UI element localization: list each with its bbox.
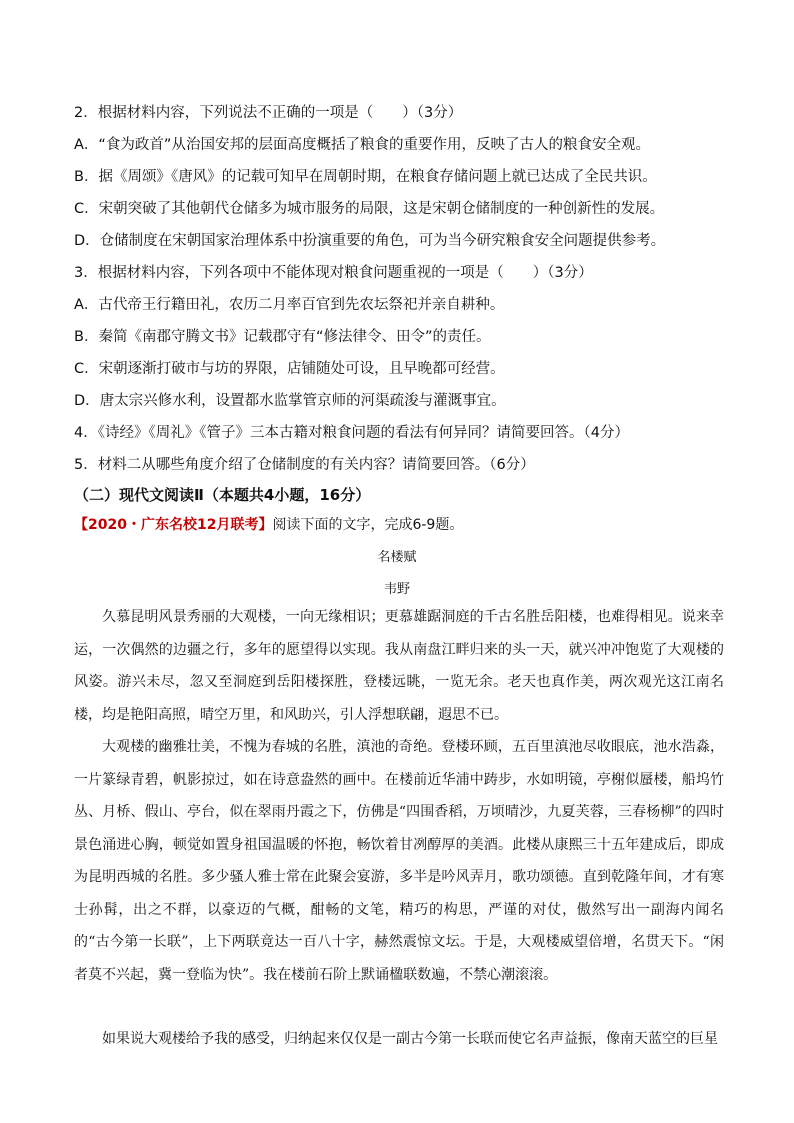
article-author: 韦野 (383, 582, 410, 597)
article-paragraph-1: 久慕昆明风景秀丽的大观楼，一向无缘相识；更慕雄踞洞庭的千古名胜岳阳楼，也难得相见。说来幸运，一次偶然的边疆之行，多年的愿望得以实现。我从南盘江畔归来的头一天，就兴冲冲饱览了大观楼的风姿。游兴未尽，忽又至洞庭到岳阳楼探胜，登楼远眺，一览无余。老天也真作美，两次观光这江南名楼，均是艳阳高照，晴空万里，和风助兴，引人浮想联翩，遐思不已。 (74, 609, 724, 723)
question-2-option-c: C．宋朝突破了其他朝代仓储多为城市服务的局限，这是宋朝仓储制度的一种创新性的发展。 (74, 201, 665, 217)
article-title: 名楼赋 (377, 550, 417, 565)
source-line (74, 514, 463, 534)
question-3-option-d: D．唐太宗兴修水利，设置都水监掌管京师的河渠疏浚与灌溉事宜。 (74, 393, 506, 409)
question-5: 5．材料二从哪些角度介绍了仓储制度的有关内容？请简要回答。（6分） (74, 457, 535, 473)
source-tag: 【2020・广东名校12月联考】 (74, 517, 273, 533)
question-2-option-b: B．据《周颂》《唐风》的记载可知早在周朝时期，在粮食存储问题上就已达成了全民共识。 (74, 169, 657, 185)
question-3-option-c: C．宋朝逐渐打破市与坊的界限，店铺随处可设，且早晚都可经营。 (74, 361, 505, 377)
source-instruction: 阅读下面的文字，完成6-9题。 (272, 517, 464, 533)
question-2-option-d: D．仓储制度在宋朝国家治理体系中扮演重要的角色，可为当今研究粮食安全问题提供参考。 (74, 233, 666, 249)
article-paragraph-2: 大观楼的幽雅壮美，不愧为春城的名胜，滇池的奇绝。登楼环顾，五百里滇池尽收眼底，池水浩淼，一片篆绿青碧，帆影掠过，如在诗意盎然的画中。在楼前近华浦中踌步，水如明镜，亭榭似蜃楼，船坞竹丛、月桥、假山、亭台，似在翠雨丹霞之下，仿佛是“四围香稻，万顷晴沙，九夏芙蓉，三春杨柳”的四时景色涌进心胸，顿觉如置身祖国温暖的怀抱，畅饮着甘冽醇厚的美酒。此楼从康熙三十五年建成后，即成为昆明西城的名胜。多少骚人雅士常在此聚会宴游，多半是吟风弄月，歌功颂德。直到乾隆年间，才有寒士孙髯，出之不群，以豪迈的气概，酣畅的文笔，精巧的构思，严谨的对仗，傲然写出一副海内闻名的“古今第一长联”，上下两联竟达一百八十字，赫然震惊文坛。于是，大观楼威望倍增，名贯天下。“闲者莫不兴起，冀一登临为快”。我在楼前石阶上默诵楹联数遍，不禁心潮滚滚。 (74, 739, 724, 983)
article-paragraph-3: 如果说大观楼给予我的感受，归纳起来仅仅是一副古今第一长联而使它名声益振，像南天蓝空的巨星 (102, 1031, 718, 1047)
question-4: 4．《诗经》《周礼》《管子》三本古籍对粮食问题的看法有何异同？请简要回答。（4分） (74, 425, 629, 441)
question-3: 3．根据材料内容，下列各项中不能体现对粮食问题重视的一项是（ ）（3分） (74, 265, 593, 281)
question-2-option-a: A．“食为政首”从治国安邦的层面高度概括了粮食的重要作用，反映了古人的粮食安全观。 (74, 137, 650, 153)
question-3-option-b: B．秦简《南郡守腾文书》记载郡守有“修法律令、田令”的责任。 (74, 329, 491, 345)
question-2: 2．根据材料内容，下列说法不正确的一项是（ ）（3分） (74, 105, 463, 121)
question-3-option-a: A．古代帝王行籍田礼，农历二月率百官到先农坛祭祀并亲自耕种。 (74, 297, 505, 313)
section-title: （二）现代文阅读Ⅱ（本题共4小题，16分） (74, 486, 371, 504)
